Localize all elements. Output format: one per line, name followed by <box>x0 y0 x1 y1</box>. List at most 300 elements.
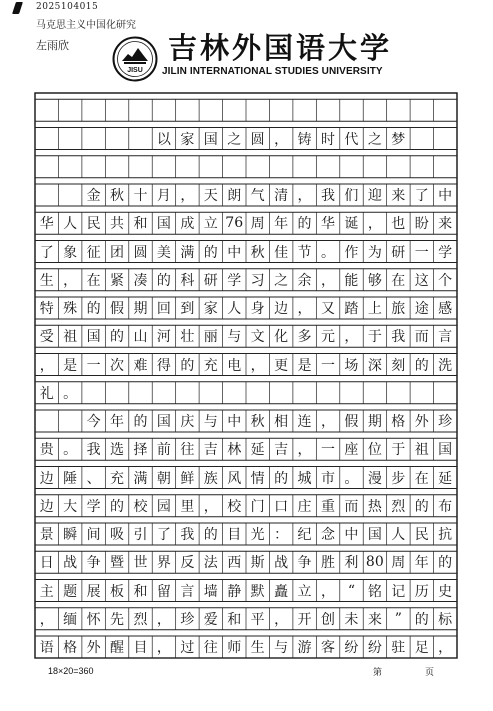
grid-cell: 洗 <box>438 357 453 374</box>
grid-cell: 师 <box>227 640 242 656</box>
grid-cell: 珍 <box>180 611 195 628</box>
grid-cell: 来 <box>367 611 382 628</box>
grid-cell <box>340 96 363 124</box>
grid-cell: 纷 <box>367 640 382 656</box>
grid-cell: 在 <box>414 470 429 487</box>
grid-cell: 秋 <box>110 188 125 204</box>
grid-cell: 前 <box>156 442 171 459</box>
grid-cell <box>316 153 339 181</box>
grid-cell: 园 <box>156 498 171 515</box>
grid-cell <box>316 96 339 124</box>
grid-cell: 壮 <box>180 329 195 346</box>
grid-cell: 往 <box>180 442 195 459</box>
grid-cell: 深 <box>367 357 382 374</box>
grid-cell: 而 <box>414 329 429 346</box>
grid-cell: 的 <box>274 470 289 487</box>
grid-cell: 铸 <box>297 131 312 148</box>
grid-cell: 平 <box>250 611 265 628</box>
grid-cell: 朗 <box>227 188 242 204</box>
grid-cell: 胜 <box>320 555 335 572</box>
grid-cell: 战 <box>63 555 78 572</box>
grid-cell: 期 <box>367 414 382 430</box>
grid-cell: 记 <box>391 583 406 600</box>
grid-cell: 怀 <box>86 611 101 628</box>
grid-cell <box>82 125 105 153</box>
grid-cell: 盼 <box>414 216 429 233</box>
grid-cell: 节 <box>297 244 312 261</box>
grid-cell <box>269 96 292 124</box>
grid-cell: 76 <box>225 215 244 232</box>
grid-cell <box>223 96 246 124</box>
grid-cell: 象 <box>63 244 78 261</box>
grid-cell: 这 <box>414 272 429 289</box>
grid-cell <box>105 153 128 181</box>
grid-cell: 的 <box>203 244 218 261</box>
grid-cell: 中 <box>344 527 359 543</box>
grid-cell: 门 <box>250 498 265 515</box>
grid-row <box>35 435 457 463</box>
grid-cell <box>58 181 81 209</box>
grid-cell <box>58 125 81 153</box>
grid-cell: 民 <box>86 216 101 233</box>
grid-cell: 征 <box>86 244 101 261</box>
grid-cell: ， <box>297 188 312 204</box>
grid-cell: 80 <box>365 554 384 571</box>
grid-cell <box>58 407 81 435</box>
grid-cell: 国 <box>86 329 101 346</box>
grid-cell: 。 <box>63 385 78 402</box>
grid-cell: ， <box>39 611 54 628</box>
grid-cell: 到 <box>180 301 195 317</box>
grid-cell: 陲 <box>63 470 78 487</box>
grid-cell: ， <box>63 272 78 289</box>
grid-cell: ， <box>320 414 335 430</box>
grid-row <box>35 520 457 548</box>
grid-cell: 家 <box>180 131 195 148</box>
grid-row <box>35 548 457 576</box>
grid-cell: ， <box>344 329 359 346</box>
grid-cell: 矗 <box>274 583 289 600</box>
grid-cell: 历 <box>414 583 429 600</box>
grid-cell <box>105 125 128 153</box>
grid-cell: 学 <box>86 498 101 515</box>
grid-cell: 之 <box>274 272 289 289</box>
grid-cell: 凑 <box>133 272 148 289</box>
grid-cell: 而 <box>344 498 359 515</box>
grid-cell <box>35 153 58 181</box>
grid-cell: 紧 <box>110 272 125 289</box>
grid-cell <box>129 379 152 407</box>
grid-cell: 语 <box>39 640 54 656</box>
grid-cell: 反 <box>180 555 195 572</box>
grid-cell <box>340 379 363 407</box>
grid-cell: 连 <box>297 414 312 430</box>
grid-cell: 礼 <box>39 385 54 402</box>
grid-cell: 相 <box>274 414 289 430</box>
grid-cell: 言 <box>438 329 453 346</box>
grid-cell: 金 <box>86 188 101 204</box>
grid-row <box>35 407 457 435</box>
grid-cell: 月 <box>156 188 171 204</box>
grid-cell: 我 <box>180 527 195 543</box>
grid-cell: 里 <box>180 498 195 515</box>
grid-cell <box>433 153 456 181</box>
grid-cell: 言 <box>180 583 195 600</box>
grid-cell: 。 <box>320 244 335 261</box>
grid-cell: 美 <box>156 244 171 261</box>
grid-cell <box>35 125 58 153</box>
grid-cell: ， <box>274 131 289 148</box>
grid-cell: 佳 <box>274 244 289 261</box>
grid-cell: 中 <box>227 244 242 261</box>
grid-cell: 是 <box>297 357 312 374</box>
grid-cell: 的 <box>133 414 148 430</box>
grid-cell: 史 <box>438 583 453 600</box>
grid-cell: 与 <box>274 640 289 656</box>
grid-row <box>35 238 457 266</box>
grid-cell: 客 <box>320 640 335 656</box>
grid-cell: 争 <box>86 555 101 572</box>
grid-cell: 未 <box>344 611 359 628</box>
grid-cell: 利 <box>344 555 359 572</box>
grid-cell: 外 <box>86 640 101 656</box>
grid-row <box>35 153 457 181</box>
grid-cell: 了 <box>39 244 54 261</box>
grid-cell: 一 <box>320 442 335 459</box>
grid-cell <box>340 153 363 181</box>
grid-cell: 来 <box>438 216 453 233</box>
grid-cell: 之 <box>227 131 242 148</box>
grid-cell: 漫 <box>367 470 382 487</box>
grid-cell: 以 <box>156 131 171 148</box>
grid-cell <box>363 96 386 124</box>
grid-cell: 踏 <box>344 301 359 317</box>
grid-cell: ， <box>250 357 265 374</box>
grid-cell: 秋 <box>250 244 265 261</box>
grid-cell: 重 <box>320 498 335 515</box>
grid-cell <box>293 379 316 407</box>
grid-cell <box>82 96 105 124</box>
grid-row <box>35 96 457 124</box>
grid-cell <box>105 379 128 407</box>
grid-cell: 的 <box>414 611 429 628</box>
grid-row <box>35 577 457 605</box>
grid-cell: 假 <box>110 301 125 317</box>
grid-cell: 年 <box>414 555 429 572</box>
grid-cell: 一 <box>86 357 101 374</box>
grid-cell: 铭 <box>367 583 382 600</box>
grid-cell: 驻 <box>391 640 406 656</box>
grid-cell: 成 <box>180 216 195 233</box>
grid-cell: 和 <box>227 611 242 628</box>
grid-cell: 更 <box>274 357 289 374</box>
grid-cell <box>35 181 58 209</box>
grid-cell: 展 <box>86 583 101 600</box>
grid-cell: 化 <box>274 329 289 346</box>
grid-cell: 。 <box>63 442 78 459</box>
grid-cell: 迎 <box>367 188 382 204</box>
grid-cell: 开 <box>297 611 312 628</box>
grid-cell: 珍 <box>438 414 453 430</box>
grid-cell: 吉 <box>203 442 218 459</box>
grid-cell: 得 <box>156 357 171 374</box>
grid-cell: 风 <box>227 470 242 487</box>
grid-cell <box>246 96 269 124</box>
grid-cell: 刻 <box>391 357 406 374</box>
grid-cell <box>35 96 58 124</box>
grid-cell: 共 <box>110 216 125 233</box>
grid-row <box>35 266 457 294</box>
grid-cell: 回 <box>156 301 171 317</box>
grid-cell: 圆 <box>250 131 265 148</box>
grid-cell: 间 <box>86 527 101 543</box>
grid-cell <box>410 153 433 181</box>
grid-cell: 满 <box>133 470 148 487</box>
grid-cell: 殊 <box>63 301 78 317</box>
grid-cell: 周 <box>391 555 406 572</box>
grid-cell: 途 <box>414 301 429 317</box>
grid-cell: 的 <box>438 555 453 572</box>
grid-cell: 梦 <box>391 131 406 148</box>
grid-cell: 主 <box>39 583 54 600</box>
grid-cell: 目 <box>133 640 148 656</box>
grid-cell: 日 <box>39 555 54 572</box>
grid-cell: 城 <box>297 470 312 487</box>
grid-cell: 华 <box>320 216 335 233</box>
grid-row <box>35 351 457 379</box>
grid-cell <box>410 379 433 407</box>
grid-cell: 国 <box>367 527 382 543</box>
grid-cell: ： <box>274 527 289 543</box>
grid-cell: 圆 <box>133 244 148 261</box>
grid-cell: ， <box>180 188 195 204</box>
grid-cell: ， <box>320 583 335 600</box>
grid-cell: 一 <box>414 244 429 261</box>
handwritten-student-id: 2025104015 <box>36 2 99 12</box>
grid-cell: 为 <box>367 244 382 261</box>
page-label-ye: 页 <box>425 668 435 678</box>
grid-row <box>35 125 457 153</box>
grid-cell: 旅 <box>391 301 406 317</box>
grid-cell: 庆 <box>180 414 195 430</box>
grid-cell: 我 <box>320 188 335 204</box>
grid-cell: 河 <box>156 329 171 346</box>
grid-cell: 秋 <box>250 414 265 430</box>
grid-cell: 学 <box>227 272 242 289</box>
grid-cell: 布 <box>438 498 453 515</box>
grid-cell <box>129 96 152 124</box>
grid-cell: 充 <box>203 357 218 374</box>
grid-cell: 鲜 <box>180 470 195 487</box>
grid-cell: 假 <box>344 414 359 430</box>
grid-cell <box>410 125 433 153</box>
grid-cell: 国 <box>156 216 171 233</box>
grid-cell: ， <box>156 640 171 656</box>
grid-cell: 择 <box>133 442 148 459</box>
grid-cell: 们 <box>344 188 359 204</box>
grid-cell <box>58 96 81 124</box>
grid-cell: 与 <box>227 329 242 346</box>
grid-cell: 法 <box>203 555 218 572</box>
grid-cell: 次 <box>110 357 125 374</box>
grid-cell: 的 <box>110 498 125 515</box>
grid-cell <box>223 379 246 407</box>
grid-cell <box>293 96 316 124</box>
grid-cell: 引 <box>133 527 148 543</box>
grid-cell: 斯 <box>250 555 265 572</box>
grid-cell: 贵 <box>39 442 54 459</box>
grid-cell <box>246 153 269 181</box>
grid-cell: 期 <box>133 301 148 317</box>
grid-cell: 景 <box>39 527 54 543</box>
grid-cell: 家 <box>203 301 218 317</box>
grid-cell: 缅 <box>63 611 78 628</box>
grid-cell: 暨 <box>110 555 125 572</box>
grid-cell: 年 <box>274 216 289 233</box>
grid-cell: 一 <box>320 357 335 374</box>
grid-cell: 祖 <box>63 329 78 346</box>
grid-cell: 余 <box>297 272 312 289</box>
grid-cell <box>152 153 175 181</box>
grid-cell <box>35 407 58 435</box>
grid-cell: 校 <box>227 498 242 515</box>
grid-cell: 的 <box>203 527 218 543</box>
grid-cell: 天 <box>203 188 218 204</box>
grid-cell: 和 <box>133 583 148 600</box>
grid-cell <box>176 96 199 124</box>
grid-cell: 人 <box>227 301 242 317</box>
grid-cell: 西 <box>227 555 242 572</box>
grid-cell: 往 <box>203 640 218 656</box>
grid-cell: 游 <box>297 640 312 656</box>
grid-cell: 市 <box>320 470 335 487</box>
grid-cell: 今 <box>86 414 101 430</box>
grid-cell <box>223 153 246 181</box>
grid-cell: 祖 <box>414 442 429 459</box>
grid-cell: 边 <box>274 301 289 317</box>
grid-cell: 民 <box>414 527 429 543</box>
grid-cell: 于 <box>367 329 382 346</box>
grid-cell: 又 <box>320 301 335 317</box>
grid-cell: 清 <box>274 188 289 204</box>
grid-cell: 中 <box>438 188 453 204</box>
grid-cell: 是 <box>63 357 78 374</box>
university-name-en: JILIN INTERNATIONAL STUDIES UNIVERSITY <box>162 66 383 77</box>
grid-cell: 吸 <box>110 527 125 543</box>
grid-cell: 墙 <box>203 583 218 600</box>
grid-cell: 世 <box>133 555 148 572</box>
grid-cell: 烈 <box>133 611 148 628</box>
grid-cell: 气 <box>250 188 265 204</box>
grid-cell: 山 <box>133 329 148 346</box>
university-name-cn: 吉林外国语大学 <box>168 31 393 65</box>
grid-cell: 纷 <box>344 640 359 656</box>
grid-cell: 。 <box>344 470 359 487</box>
grid-cell: 、 <box>86 470 101 487</box>
grid-cell: 过 <box>180 640 195 656</box>
grid-cell: 在 <box>391 272 406 289</box>
grid-cell: 于 <box>391 442 406 459</box>
grid-cell: 够 <box>367 272 382 289</box>
grid-cell: 感 <box>438 301 453 317</box>
grid-cell: 朝 <box>156 470 171 487</box>
grid-cell: 的 <box>156 272 171 289</box>
grid-cell: ” <box>394 610 402 627</box>
grid-cell: 位 <box>367 442 382 459</box>
grid-cell: 电 <box>227 357 242 374</box>
grid-cell: 能 <box>344 272 359 289</box>
grid-cell: 醒 <box>110 640 125 656</box>
grid-cell: 我 <box>391 329 406 346</box>
grid-cell: 难 <box>133 357 148 374</box>
grid-cell: 热 <box>367 498 382 515</box>
grid-cell: 瞬 <box>63 527 78 543</box>
grid-cell: 丽 <box>203 329 218 346</box>
grid-cell: 和 <box>133 216 148 233</box>
grid-cell: 研 <box>391 244 406 261</box>
grid-cell: ， <box>274 611 289 628</box>
grid-cell: 的 <box>297 216 312 233</box>
grid-cell: 的 <box>414 498 429 515</box>
grid-cell <box>387 379 410 407</box>
grid-cell: 个 <box>438 272 453 289</box>
grid-cell <box>176 379 199 407</box>
grid-cell: 立 <box>297 583 312 600</box>
grid-cell: 时 <box>320 131 335 148</box>
grid-cell: ， <box>203 498 218 515</box>
grid-cell: 纪 <box>297 527 312 543</box>
grid-spec: 18×20=360 <box>48 666 94 676</box>
grid-cell: 标 <box>438 611 453 628</box>
grid-cell: “ <box>347 582 355 599</box>
handwritten-name: 左雨欣 <box>36 39 69 52</box>
grid-cell: 来 <box>391 188 406 204</box>
grid-cell: 国 <box>438 442 453 459</box>
grid-cell: 目 <box>227 527 242 543</box>
grid-cell: 元 <box>320 329 335 346</box>
grid-cell: 留 <box>156 583 171 600</box>
grid-cell: 充 <box>110 470 125 487</box>
grid-cell: ， <box>367 216 382 233</box>
grid-row <box>35 181 457 209</box>
grid-cell: 多 <box>297 329 312 346</box>
grid-cell: 板 <box>110 583 125 600</box>
grid-cell <box>316 379 339 407</box>
grid-cell <box>433 125 456 153</box>
grid-cell: 先 <box>110 611 125 628</box>
grid-row <box>35 605 457 633</box>
grid-cell <box>129 153 152 181</box>
grid-cell: 延 <box>250 442 265 459</box>
grid-cell <box>176 153 199 181</box>
grid-cell <box>433 379 456 407</box>
grid-row <box>35 464 457 492</box>
grid-cell: 争 <box>297 555 312 572</box>
grid-cell: 念 <box>320 527 335 543</box>
grid-cell: 吉 <box>274 442 289 459</box>
grid-cell <box>199 153 222 181</box>
grid-cell: 光 <box>250 527 265 543</box>
grid-cell: 华 <box>39 216 54 233</box>
grid-cell: 与 <box>203 414 218 430</box>
grid-cell: 在 <box>86 272 101 289</box>
grid-cell: 生 <box>250 640 265 656</box>
grid-cell <box>246 379 269 407</box>
grid-cell: 科 <box>180 272 195 289</box>
grid-cell: 之 <box>367 131 382 148</box>
grid-cell <box>269 379 292 407</box>
grid-cell: 诞 <box>344 216 359 233</box>
